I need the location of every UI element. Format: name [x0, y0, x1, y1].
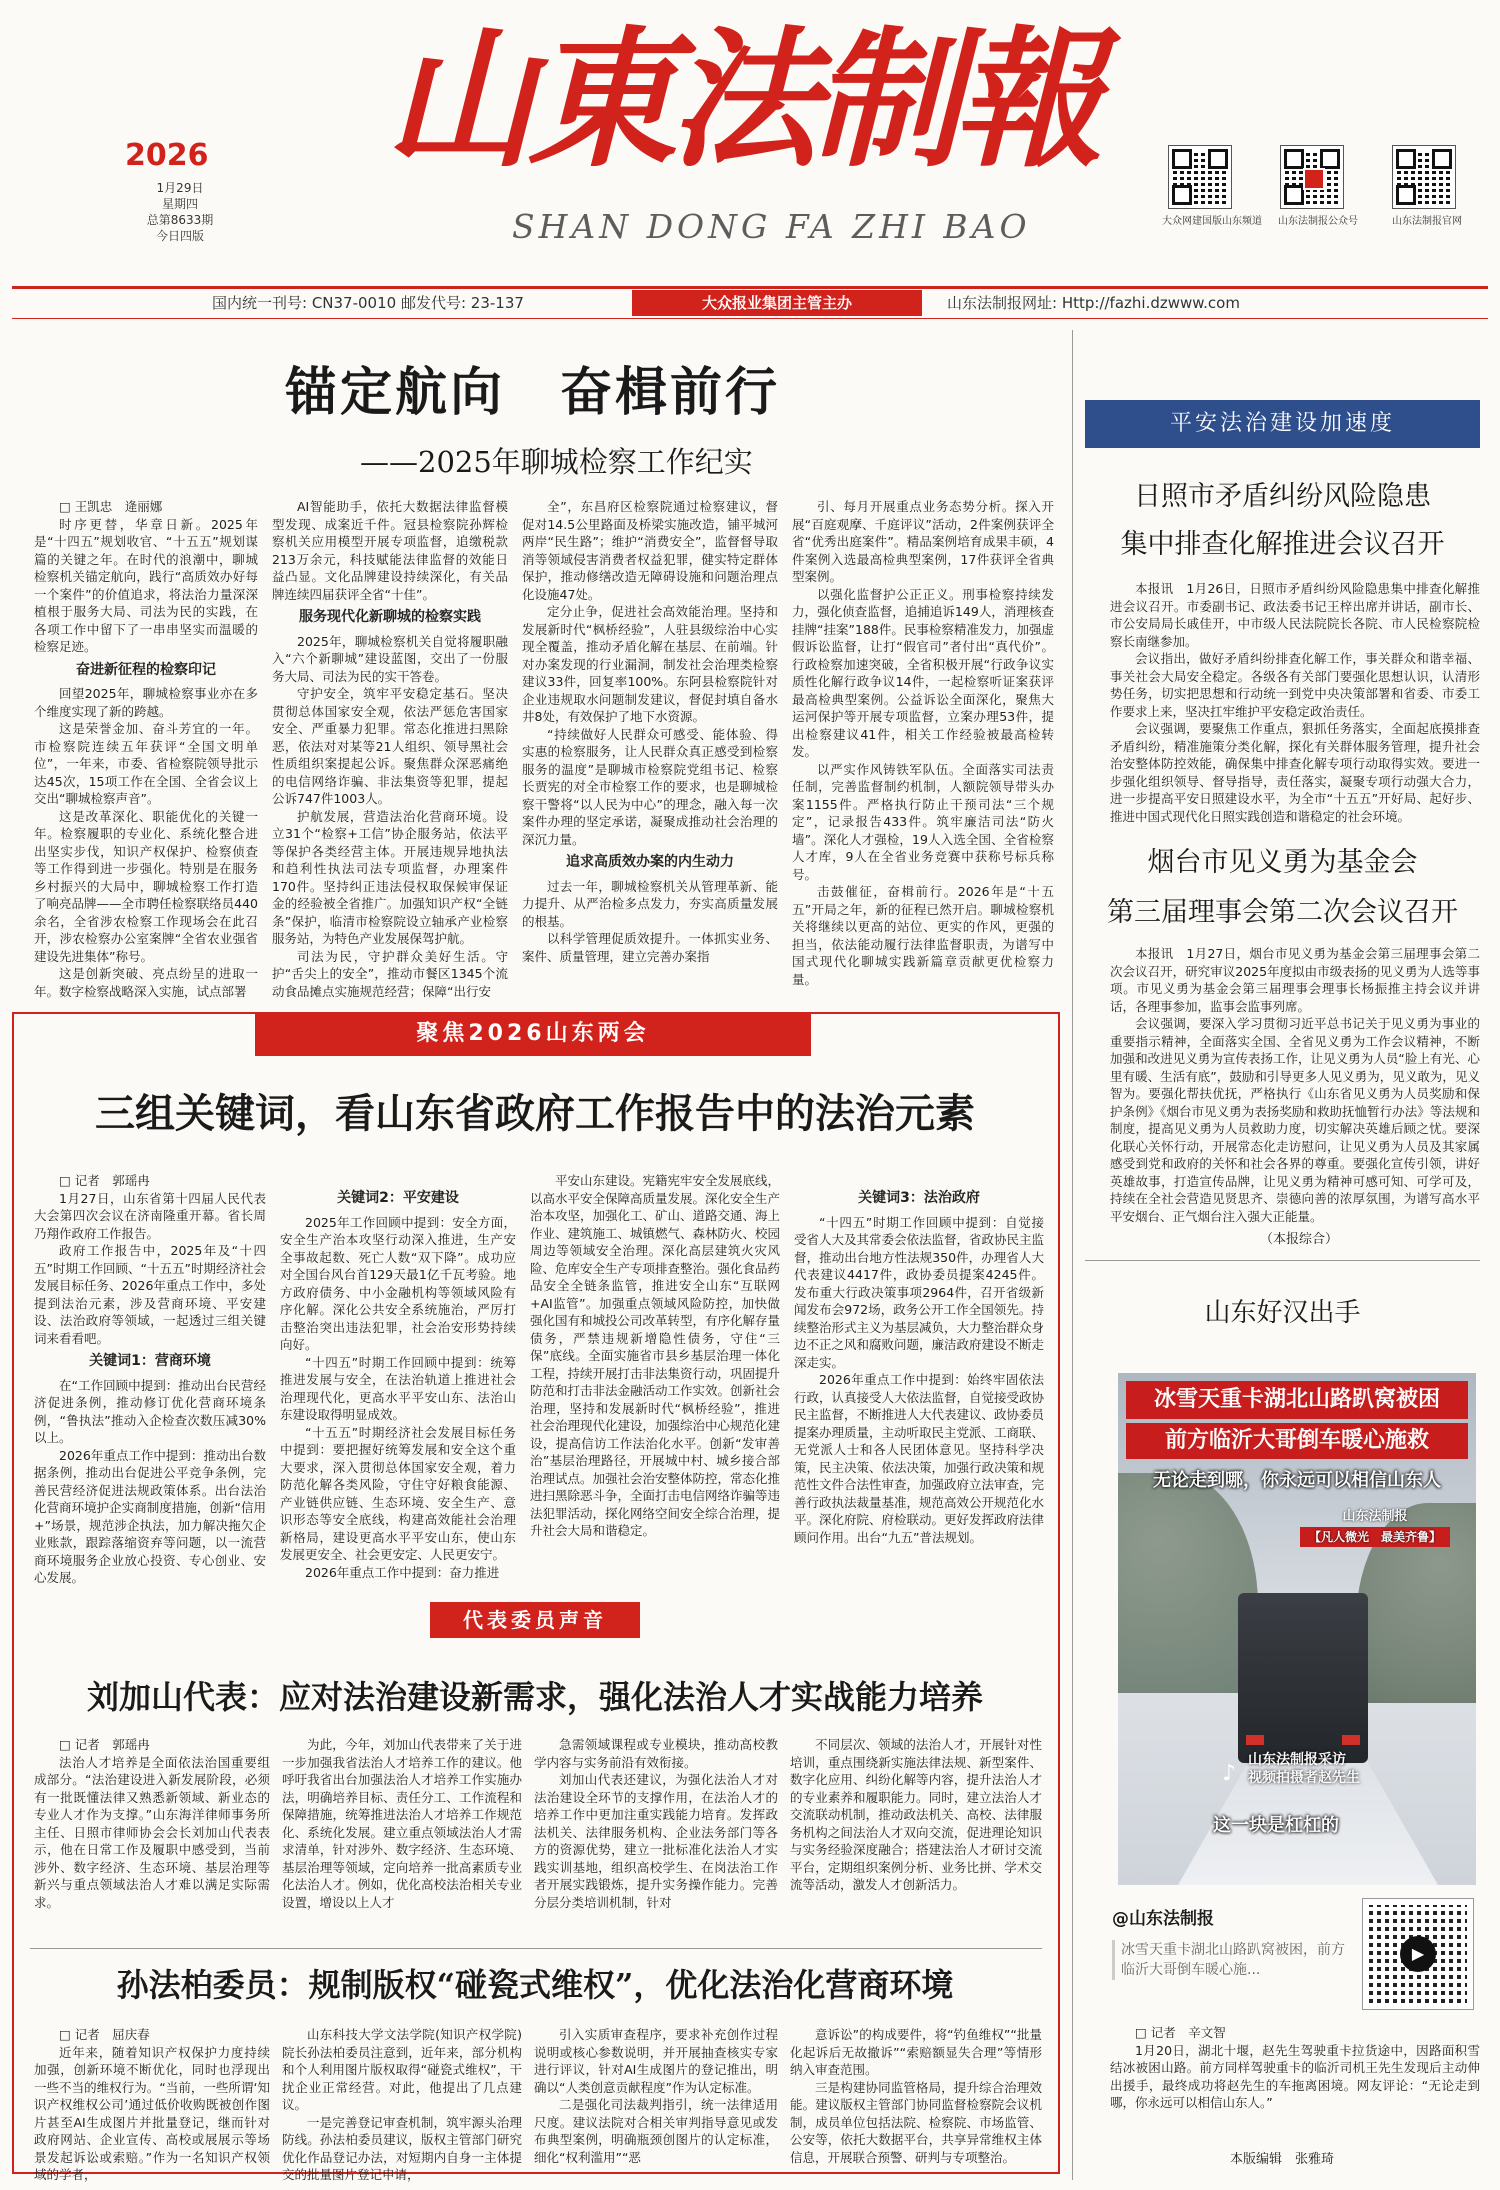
sidebar-story1-body	[1110, 580, 1480, 824]
liu-paragraph: 刘加山代表还建议，为强化法治人才对法治建设全环节的支撑作用，在法治人才的培养工作中更加注重实践能力培育。发挥政法机关、法律服务机构、企业法务部门等各方的资源优势，建立一批标准化法治人才实践实训基地，组织高校学生、在岗法治工作者开展实践锻炼，提升实务操作能力。完善分层分类培训机制，针对	[534, 1772, 778, 1910]
sidebar-story1-title-line1: 日照市矛盾纠纷风险隐患	[1134, 481, 1431, 512]
photo-caption-2: 前方临沂大哥倒车暖心施救	[1126, 1423, 1468, 1459]
photo-subtitle-1b: 视频拍摄者赵先生	[1248, 1770, 1360, 1786]
lianghui-paragraph: “十四五”时期工作回顾中提到：自觉接受省人大及其常委会依法监督，省政协民主监督，推动出台地方性法规350件，办理省人大代表建议4417件，政协委员提案4245件。发布重大行政决策事项2964件，召开省级新闻发布会972场，政务公开工作全国领先。持续整治形式主义为基层减负，大力整治群众身边不正之风和腐败问题，廉洁政府建设不断走深走实。	[794, 1214, 1045, 1370]
issue-weekday: 星期四	[161, 197, 198, 211]
lianghui-paragraph: 1月27日，山东省第十四届人民代表大会第四次会议在济南隆重开幕。省长周乃翔作政府工作报告。	[34, 1190, 266, 1241]
keyword-1-heading: 关键词1：营商环境	[89, 1353, 211, 1369]
qr-label-1: 大众网建国版山东频道	[1162, 216, 1262, 227]
photo-subtitle-1a: 山东法制报采访	[1248, 1752, 1346, 1768]
photo-truck	[1238, 1593, 1368, 1763]
lead-paragraph: 过去一年，聊城检察机关从管理革新、能力提升、从严治检多点发力，夯实高质量发展的根基。	[522, 878, 778, 929]
sidebar-story2-title-line1: 烟台市见义勇为基金会	[1147, 847, 1418, 878]
sidebar-story2-body	[1110, 945, 1480, 1224]
sidebar-divider	[1072, 330, 1073, 2180]
sun-paragraph: 意诉讼”的构成要件，将“钓鱼维权”“批量化起诉后无故撤诉”“索赔额显失合理”等情形纳入审查范围。	[790, 2027, 1042, 2077]
lead-headline: 锚定航向 奋楫前行	[285, 363, 781, 423]
lianghui-paragraph: 2026年重点工作中提到：推动出台数据条例，推动出台促进公平竞争条例，完善民营经济促进法规政策体系。出台法治化营商环境护企实商制度措施，创新“信用+”场景，规范涉企执法，加力解决拖欠企业账款，跟踪落缩资弃等问题，以一流营商环境服务企业放心投资、专心创业、安心发展。	[34, 1447, 266, 1585]
qr-code-1[interactable]	[1168, 145, 1232, 209]
sidebar-paragraph: 本报讯 1月26日，日照市矛盾纠纷风险隐患集中排查化解推进会议召开。市委副书记、政法委书记王梓出席并讲话，副市长、市公安局局长戚佳开，中市级人民法院院长各院、市人民检察院检察长南继参加。	[1110, 581, 1480, 649]
lead-paragraph: 以强化监督护公正正义。刑事检察持续发力，强化侦查监督，追捕追诉149人，消理核查挂牌“挂案”188件。民事检察精准发力，加强虚假诉讼监督，让打“假官司”者付出“真代价”。行政检察加速突破，全省积极开展“行政争议实质性化解行政争议14件，一起检察听证案获评最高检典型案例。公益诉讼全面深化，聚焦大运河保护等开展专项监督，立案办理53件，提出检察建议41件，相关工作经验被最高检转发。	[792, 586, 1054, 759]
lead-section-heading: 服务现代化新聊城的检察实践	[299, 609, 481, 625]
sun-column-2	[282, 2026, 522, 2182]
douyin-quote: 冰雪天重卡湖北山路趴窝被困，前方临沂大哥倒车暖心施...	[1112, 1940, 1351, 1980]
lianghui-paragraph: 在“工作回顾中提到：推动出台民营经济促进条例，推动修订优化营商环境条例，“鲁执法”推动入企检查次数压减30%以上。	[34, 1377, 266, 1445]
sun-column-4	[790, 2026, 1042, 2170]
lead-paragraph: 引、每月开展重点业务态势分析。探入开展“百庭观摩、千庭评议”活动，2件案例获评全省“优秀出庭案件”。精品案例培育成果丰硕，4件案例入选最高检典型案例，17件获评全省典型案例。	[792, 499, 1054, 584]
page-editor: 本版编辑 张雅琦	[1230, 2152, 1335, 2167]
lianghui-paragraph: 2026年重点工作中提到：始终牢固依法行政，认真接受人大依法监督，自觉接受政协民主监督，不断推进人大代表建议、政协委员提案办理质量，主动听取民主党派、工商联、无党派人士和各人民团体意见。坚持科学决策，民主决策、依法决策，加强行政决策和规范性文件合法性审查，加强政府立法审查，完善行政执法裁量基准，规范高效公开规范化水平。深化府院、府检联动。更好发挥政府法律顾问作用。出台“九五”普法规划。	[794, 1372, 1045, 1545]
audio-wave-icon: ♪	[1222, 1761, 1237, 1786]
lead-column-4	[792, 498, 1054, 998]
keyword-3-heading: 关键词3：法治政府	[858, 1190, 980, 1206]
issue-date: 1月29日	[156, 181, 204, 195]
lead-paragraph: 时序更替，华章日新。2025年是“十四五”规划收官、“十五五”规划谋篇的关键之年。在时代的浪潮中，聊城检察机关锚定航向，践行“高质效办好每一个案件”的价值追求，将法治力量深深植根于服务大局、司法为民的实践，在各项工作中留下了一串串坚实而温暖的检察足迹。	[34, 516, 258, 654]
lianghui-column-4	[794, 1184, 1044, 1602]
haohan-title: 山东好汉出手	[1204, 1298, 1361, 1328]
lianghui-paragraph: 平安山东建设。宪籍宪牢安全发展底线，以高水平安全保障高质量发展。深化安全生产治本攻坚，加强化工、矿山、道路交通、海上作业、建筑施工、城镇燃气、森林防火、校园周边等领域安全治理。深化高层建筑火灾风险、危库安全生产专项排查整治。强化食品药品安全全链条监管，推进安全山东“互联网+AI监管”。加强重点领域风险防控，加快做强化国有和城投公司改革转型，有序化解存量债务，严禁违规新增隐性债务，守住“三保”底线。全面实施省市县乡基层治理一体化工程，持续开展打击非法集资行动，巩固提升防范和打击非法金融活动工作实效。创新社会治理，坚持和发展新时代“枫桥经验”，推进社会治理现代化建设，加强综治中心规范化建设，提高信访工作法治化水平。创新“发审善治”基层治理路径，开展城中村、城乡接合部治理试点。加强社会治安整体防控，常态化推进扫黑除恶斗争，全面打击电信网络诈骗等违法犯罪活动，探化网络空间安全综合治理，提升社会大局和谐稳定。	[530, 1173, 781, 1538]
sun-paragraph: 三是构建协同监管格局，提升综合治理效能。建议版权主管部门协同监督检察院会议机制，成员单位包括法院、检察院、市场监管、公安等，依托大数据平台，共享异常维权主体信息，开展联合预警、研判与专项整治。	[790, 2079, 1042, 2165]
lianghui-paragraph: “十四五”时期工作回顾中提到：统筹推进发展与安全，在法治轨道上推进社会治理现代化，更高水平平安山东、法治山东建设取得明显成效。	[280, 1354, 516, 1422]
lead-paragraph: “持续做好人民群众可感受、能体验、得实惠的检察服务，让人民群众真正感受到检察服务的温度”是聊城市检察院党组书记、检察长贾宪的对全市检察工作的要求，也是聊城检察干警将“以人民为中心”的理念，融入每一次案件办理的坚定承诺，凝聚成推动社会治理的深沉力量。	[522, 726, 778, 847]
sidebar-paragraph: 会议强调，要聚焦工作重点，狠抓任务落实，全面起底摸排查矛盾纠纷，精准施策分类化解，探化有关群体服务管理，提升社会治安整体防控效能，确保集中排查化解专项行动取得实效。要进一步强化组织领导、督导指导，责任落实，凝聚专项行动强大合力，进一步提高平安日照建设水平，为全市“十五五”开好局、起好步、推进中国式现代化日照实践创造和谐稳定的社会环境。	[1110, 721, 1480, 824]
lianghui-column-2	[280, 1184, 516, 1602]
lead-paragraph: 护航发展，营造法治化营商环境。设立31个“检察+工信”协企服务站，依法平等保护各类经营主体。开展违规异地执法和趋利性执法司法专项监督，办理案件170件。坚持纠正违法侵权取保候审保证金的经验被全省推广。加强知识产权“全链条”保护，临清市检察院设立轴承产业检察服务站，为特色产业发展保驾护航。	[272, 808, 508, 946]
lianghui-column-1	[34, 1172, 266, 1602]
lead-paragraph: 这是改革深化、职能优化的关键一年。检察履职的专业化、系统化整合进出坚实步伐，知识产权保护、检察侦查等工作得到进一步强化。特别是在服务乡村振兴的大局中，聊城检察工作打造了响亮品牌——全市聘任检察联络员440余名，全省涉农检察工作现场会在此召开，涉农检察办公室案牌“全省农业强省建设先进集体”称号。	[34, 808, 258, 964]
lead-paragraph: AI智能助手，依托大数据法律监督模型发现、成案近千件。冠县检察院孙辉检察机关应用模型开展专项监督，追缴税款213万余元，科技赋能法律监督的效能日益凸显。文化品牌建设持续深化，有关品牌连续四届获评全省“十佳”。	[272, 499, 508, 602]
sidebar-story1-title-line2: 集中排查化解推进会议召开	[1120, 529, 1445, 560]
douyin-qr-code[interactable]	[1362, 1898, 1474, 2010]
infobar-divider	[12, 318, 1488, 319]
sun-byline: □ 记者 屈庆春	[59, 2027, 150, 2042]
sidebar-story2-title-line2: 第三届理事会第二次会议召开	[1107, 897, 1458, 928]
lianghui-headline: 三组关键词，看山东省政府工作报告中的法治元素	[95, 1090, 975, 1137]
newspaper-pinyin: SHAN DONG FA ZHI BAO	[512, 207, 1031, 246]
haohan-body	[1110, 2024, 1480, 2128]
lead-paragraph: 守护安全，筑牢平安稳定基石。坚决贯彻总体国家安全观，依法严惩危害国家安全、严重暴力犯罪。常态化推进扫黑除恶，依法对对某等21人组织、领导黑社会性质组织案提起公诉。聚焦群众深恶痛绝的电信网络诈骗、非法集资等犯罪，提起公诉747件1003人。	[272, 686, 508, 806]
sidebar-banner: 平安法治建设加速度	[1085, 400, 1480, 448]
lead-paragraph: 以科学管理促质效提升。一体抓实业务、案件、质量管理，建立完善办案指	[522, 931, 778, 964]
info-bar	[12, 290, 1488, 316]
photo-caption-1: 冰雪天重卡湖北山路趴窝被困	[1126, 1381, 1468, 1419]
sidebar-paragraph: 会议指出，做好矛盾纠纷排查化解工作，事关群众和谐幸福、事关社会大局安全稳定。各级各有关部门要强化思想认识，认清形势任务，切实把思想和行动统一到党中央决策部署和省委、市委工作要求上来，坚决扛牢维护平安稳定政治责任。	[1110, 651, 1480, 719]
photo-logo-text: 山东法制报	[1342, 1509, 1408, 1524]
sun-paragraph: 二是强化司法裁判指引，统一法律适用尺度。建议法院对合相关审判指导意见或发布典型案例，明确瓶颈创图片的认定标准，细化“权利滥用”“恶	[534, 2097, 778, 2165]
lead-paragraph: 定分止争，促进社会高效能治理。坚持和发展新时代“枫桥经验”，人驻县级综治中心实现全覆盖，推动矛盾化解在基层、在前端。针对办案发现的行业漏洞，制发社会治理类检察建议33件，回复率100%。东阿县检察院针对企业违规取水问题制发建议，督促封填自备水井8处，有效保护了地下水资源。	[522, 604, 778, 724]
lianghui-paragraph: 2026年重点工作中提到：奋力推进	[305, 1564, 500, 1580]
sun-headline: 孙法柏委员：规制版权“碰瓷式维权”，优化法治化营商环境	[116, 1966, 954, 2004]
lead-paragraph: 这是创新突破、亮点纷呈的进取一年。数字检察战略深入实施，试点部署	[34, 966, 258, 999]
photo-subtitle-1	[1248, 1751, 1360, 1787]
lianghui-banner: 聚焦2026山东两会	[255, 1012, 811, 1056]
issue-date-info	[140, 180, 220, 244]
masthead-divider	[12, 286, 1488, 289]
play-icon: ▶	[1400, 1936, 1436, 1972]
photo-logo	[1300, 1507, 1450, 1553]
liu-column-1	[34, 1736, 270, 1948]
photo-hill-left	[1118, 1473, 1258, 1693]
issue-pages: 今日四版	[155, 229, 204, 243]
liu-paragraph: 不同层次、领域的法治人才，开展针对性培训，重点围绕新实施法律法规、新型案件、数字化应用、纠纷化解等内容，提升法治人才的专业素养和履职能力。同时，建立法治人才交流联动机制，推动政法机关、高校、法律服务机构之间法治人才双向交流，促进理论知识与实务经验深度融合；搭建法治人才研讨交流平台，定期组织案例分析、业务比拼、学术交流等活动，激发人才创新活力。	[790, 1737, 1042, 1892]
qr-label-3: 山东法制报官网	[1392, 216, 1462, 227]
lianghui-column-3	[530, 1172, 780, 1602]
lead-subhead: ——2025年聊城检察工作纪实	[360, 445, 753, 479]
publisher-label: 大众报业集团主管主办	[632, 290, 922, 316]
lianghui-paragraph: “十五五”时期经济社会发展目标任务中提到：要把握好统筹发展和安全这个重大要求，深入贯彻总体国家安全观，着力防范化解各类风险，守住守好粮食能源、产业链供应链、生态环境、安全生产、意识形态等安全底线，构建高效能社会治理新格局，建设更高水平平安山东，使山东发展更安全、社会更安定、人民更安宁。	[280, 1424, 516, 1562]
lianghui-byline: □ 记者 郭瑶冉	[59, 1173, 150, 1188]
lead-section-heading: 奋进新征程的检察印记	[76, 661, 216, 678]
lead-column-3	[522, 498, 778, 998]
issue-number: 总第8633期	[146, 213, 214, 227]
issue-year: 2026	[125, 138, 209, 173]
sidebar-paragraph: 本报讯 1月27日，烟台市见义勇为基金会第三届理事会第二次会议召开，研究审议2025年度拟由市级表扬的见义勇为人选等事项。市见义勇为基金会第三届理事会理事长杨振推主持会议并讲话，各理事参加，监事会监事列席。	[1110, 946, 1480, 1014]
newspaper-logo: 山東法制報	[385, 12, 1096, 188]
photo-logo-sub: 【凡人微光 最美齐鲁】	[1300, 1527, 1450, 1547]
liu-paragraph: 法治人才培养是全面依法治国重要组成部分。“法治建设进入新发展阶段，必须有一批既懂法律又熟悉新领域、新业态的专业人才作为支撑。”山东海洋律师事务所主任、日照市律师协会会长刘加山代表表示，他在日常工作及履职中感受到，当前涉外、数字经济、生态环境、基层治理等新兴与重点领域法治人才难以满足实际需求。	[34, 1754, 270, 1910]
lead-paragraph: 这是荣誉金加、奋斗芳宜的一年。市检察院连续五年获评“全国文明单位”，一年来，市委、省检察院领导批示达45次，15项工作在全国、全省会议上交出“聊城检察声音”。	[34, 721, 258, 806]
sidebar-rule	[1085, 1260, 1480, 1261]
lead-section-heading: 追求高质效办案的内生动力	[566, 854, 734, 870]
sun-paragraph: 山东科技大学文法学院(知识产权学院)院长孙法柏委员注意到，近年来，部分机构和个人利用图片版权取得“碰瓷式维权”，干扰企业正常经营。对此，他提出了几点建议。	[282, 2027, 522, 2112]
sidebar-credit: （本报综合）	[1260, 1232, 1339, 1247]
lead-paragraph: 司法为民，守护群众美好生活。守护“舌尖上的安全”，推动市餐区1345个流动食品摊点实施规范经营；保障“出行安	[272, 948, 508, 999]
haohan-paragraph: 1月20日，湖北十堰，赵先生驾驶重卡拉货途中，因路面积雪结冰被困山路。前方同样驾驶重卡的临沂司机王先生发现后主动伸出援手，最终成功将赵先生的车拖离困境。网友评论：“无论走到哪，你永远可以相信山东人。”	[1110, 2042, 1480, 2110]
liu-paragraph: 急需领域课程或专业模块，推动高校教学内容与实务前沿有效衔接。	[534, 1737, 778, 1770]
lead-column-1	[34, 498, 258, 998]
photo-caption-3: 无论走到哪，你永远可以相信山东人	[1153, 1470, 1441, 1491]
lead-paragraph: 击鼓催征，奋楫前行。2026年是“十五五”开局之年，新的征程已然开启。聊城检察机关将继续以更高的站位、更实的作风，更强的担当，依法能动履行法律监督职责，为谱写中国式现代化聊城实践新篇章贡献更优检察力量。	[792, 884, 1054, 987]
sun-column-3	[534, 2026, 778, 2170]
publication-code: 国内统一刊号: CN37-0010 邮发代号: 23-137	[212, 294, 524, 312]
lianghui-paragraph: 2025年工作回顾中提到：安全方面，安全生产治本攻坚行动深入推进，生产安全事故起数、死亡人数“双下降”。成功应对全国台风台首129天最1亿千瓦考验。地方政府债务、中小金融机构等领域风险有序化解。深化公共安全系统施治，严厉打击整治突出违法犯罪，社会治安形势持续向好。	[280, 1214, 516, 1352]
liu-byline: □ 记者 郭瑶冉	[59, 1737, 150, 1752]
liu-column-2	[282, 1736, 522, 1948]
haohan-video-thumbnail[interactable]	[1118, 1373, 1476, 1885]
lead-paragraph: 回望2025年，聊城检察事业亦在多个维度实现了新的跨越。	[34, 686, 258, 719]
liu-headline: 刘加山代表：应对法治建设新需求，强化法治人才实战能力培养	[86, 1678, 983, 1716]
lead-paragraph: 全”，东昌府区检察院通过检察建议，督促对14.5公里路面及桥梁实施改造，铺平城河两岸“民生路”；维护“消费安全”，监督督导取消等领域侵害消费者权益犯罪，健实特定群体保护，推动修缮改造无障碍设施和问题治理点化设施47处。	[522, 499, 778, 602]
sidebar-paragraph: 会议强调，要深入学习贯彻习近平总书记关于见义勇为事业的重要指示精神，全面落实全国、全省见义勇为工作会议精神，不断加强和改进见义勇为宣传表扬工作，让见义勇为人员“脸上有光、心里有暖、生活有底”，鼓励和引导更多人见义勇为，见义敢为，见义智为。要强化帮扶优抚，严格执行《山东省见义勇为人员奖励和保护条例》《烟台市见义勇为表扬奖励和救助抚恤暂行办法》等法规和制度，提高见义勇为人员救助力度，切实解决英雄后顾之忧。要深化联心关怀行动，开展常态化走访慰问，让见义勇为人员及其家属感受到党和政府的关怀和社会各界的尊重。要强化宣传引领，讲好英雄故事，打造宣传品牌，让见义勇为精神可感可知、可学可及，持续在全社会营造见贤思齐、崇德向善的浓厚氛围，为谱写高水平平安烟台、正气烟台注入强大正能量。	[1110, 1016, 1480, 1224]
sun-paragraph: 引入实质审查程序，要求补充创作过程说明或核心参数说明，并开展抽查核实专家进行评议，针对AI生成图片的登记推出，明确以“人类创意贡献程度”作为认定标准。	[534, 2027, 778, 2095]
liu-column-3	[534, 1736, 778, 1948]
sun-paragraph: 一是完善登记审查机制，筑牢源头治理防线。孙法柏委员建议，版权主管部门研究优化作品登记办法，对短期内自身一主体提交的批量图片登记申请，	[282, 2114, 522, 2182]
lead-column-2	[272, 498, 508, 998]
qr-label-2: 山东法制报公众号	[1278, 216, 1358, 227]
lead-byline: □ 王凯忠 逄丽娜	[59, 499, 163, 514]
lead-paragraph: 以严实作风铸铁军队伍。全面落实司法责任制，完善监督制约机制，人额院领导带头办案1155件。严格执行防止干预司法“三个规定”，记录报告433件。筑牢廉洁司法“防火墙”。深化人才强检，19人入选全国、全省检察人才库，9人在全省业务竞赛中获称号标兵称号。	[792, 761, 1054, 882]
douyin-handle[interactable]: @山东法制报	[1112, 1909, 1214, 1929]
photo-subtitle-2: 这一块是杠杠的	[1213, 1815, 1339, 1836]
lianghui-paragraph: 政府工作报告中，2025年及“十四五”时期工作回顾、“十五五”时期经济社会发展目标任务、2026年重点工作中，多处提到法治元素，涉及营商环境、平安建设、法治政府等领域，一起透过三组关键词来看看吧。	[34, 1243, 266, 1346]
daibiao-banner: 代表委员声音	[430, 1602, 640, 1638]
lead-paragraph: 2025年，聊城检察机关自觉将履职融入“六个新聊城”建设蓝图，交出了一份服务大局、司法为民的实干答卷。	[272, 633, 508, 684]
haohan-byline: □ 记者 辛文智	[1135, 2025, 1226, 2040]
qr-code-3[interactable]	[1392, 145, 1456, 209]
liu-column-4	[790, 1736, 1042, 1948]
sun-paragraph: 近年来，随着知识产权保护力度持续加强，创新环境不断优化，同时也浮现出一些不当的维权行为。“当前，一些所谓‘知识产权维权公司’通过低价收购既被创作图片甚至AI生成图片并批量登记，继而针对政府网站、企业宣传、高校或展展示等场景发起诉讼或索赔。”作为一名知识产权领域的学者，	[34, 2044, 270, 2182]
qr-code-2[interactable]	[1280, 145, 1344, 209]
keyword-2-heading: 关键词2：平安建设	[337, 1190, 459, 1206]
liu-paragraph: 为此，今年，刘加山代表带来了关于进一步加强我省法治人才培养工作的建议。他呼吁我省出台加强法治人才培养工作实施办法，明确培养目标、责任分工、工作流程和保障措施，统筹推进法治人才培养工作规范化、系统化发展。建立重点领域法治人才需求清单，针对涉外、数字经济、生态环境、基层治理等领域，定向培养一批高素质专业化法治人才。例如，优化高校法治相关专业设置，增设以上人才	[282, 1737, 522, 1910]
sun-column-1	[34, 2026, 270, 2182]
website-link[interactable]: 山东法制报网址: Http://fazhi.dzwww.com	[947, 294, 1240, 312]
